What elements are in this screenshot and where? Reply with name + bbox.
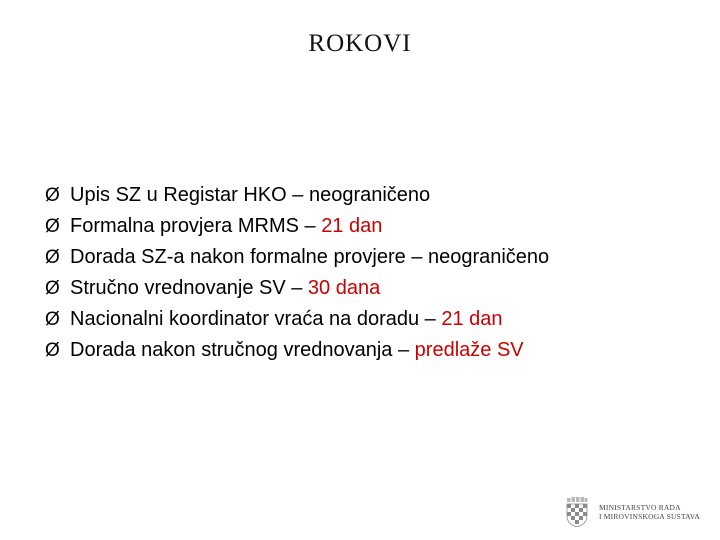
item-deadline: 21 dan xyxy=(441,308,503,330)
list-item xyxy=(45,273,549,304)
ministry-name-line2: I MIROVINSKOGA SUSTAVA xyxy=(599,512,701,521)
item-text: Dorada nakon stručnog vrednovanja – xyxy=(70,339,415,361)
item-text: Upis SZ u Registar HKO – neograničeno xyxy=(70,184,431,206)
list-item xyxy=(45,242,549,273)
item-text: Stručno vrednovanje SV – xyxy=(70,277,308,299)
list-item xyxy=(45,180,549,211)
slide-title: ROKOVI xyxy=(308,30,412,57)
arrow-bullet-icon: Ø xyxy=(45,309,60,330)
ministry-logo xyxy=(565,497,715,527)
arrow-bullet-icon: Ø xyxy=(45,185,60,206)
item-deadline: 30 dana xyxy=(307,277,381,299)
item-deadline: predlaže SV xyxy=(414,339,524,361)
item-text: Formalna provjera MRMS – xyxy=(70,215,322,237)
item-text: Nacionalni koordinator vraća na doradu – xyxy=(70,308,442,330)
croatian-coat-of-arms-icon xyxy=(565,497,589,527)
ministry-name xyxy=(599,503,700,521)
arrow-bullet-icon: Ø xyxy=(45,247,60,268)
item-deadline: 21 dan xyxy=(321,215,383,237)
deadline-list xyxy=(45,180,549,366)
arrow-bullet-icon: Ø xyxy=(45,340,60,361)
arrow-bullet-icon: Ø xyxy=(45,216,60,237)
list-item xyxy=(45,304,549,335)
arrow-bullet-icon: Ø xyxy=(45,278,60,299)
ministry-name-line1: MINISTARSTVO RADA xyxy=(599,503,681,512)
list-item xyxy=(45,335,549,366)
list-item xyxy=(45,211,549,242)
item-text: Dorada SZ-a nakon formalne provjere – neograničeno xyxy=(70,246,550,268)
